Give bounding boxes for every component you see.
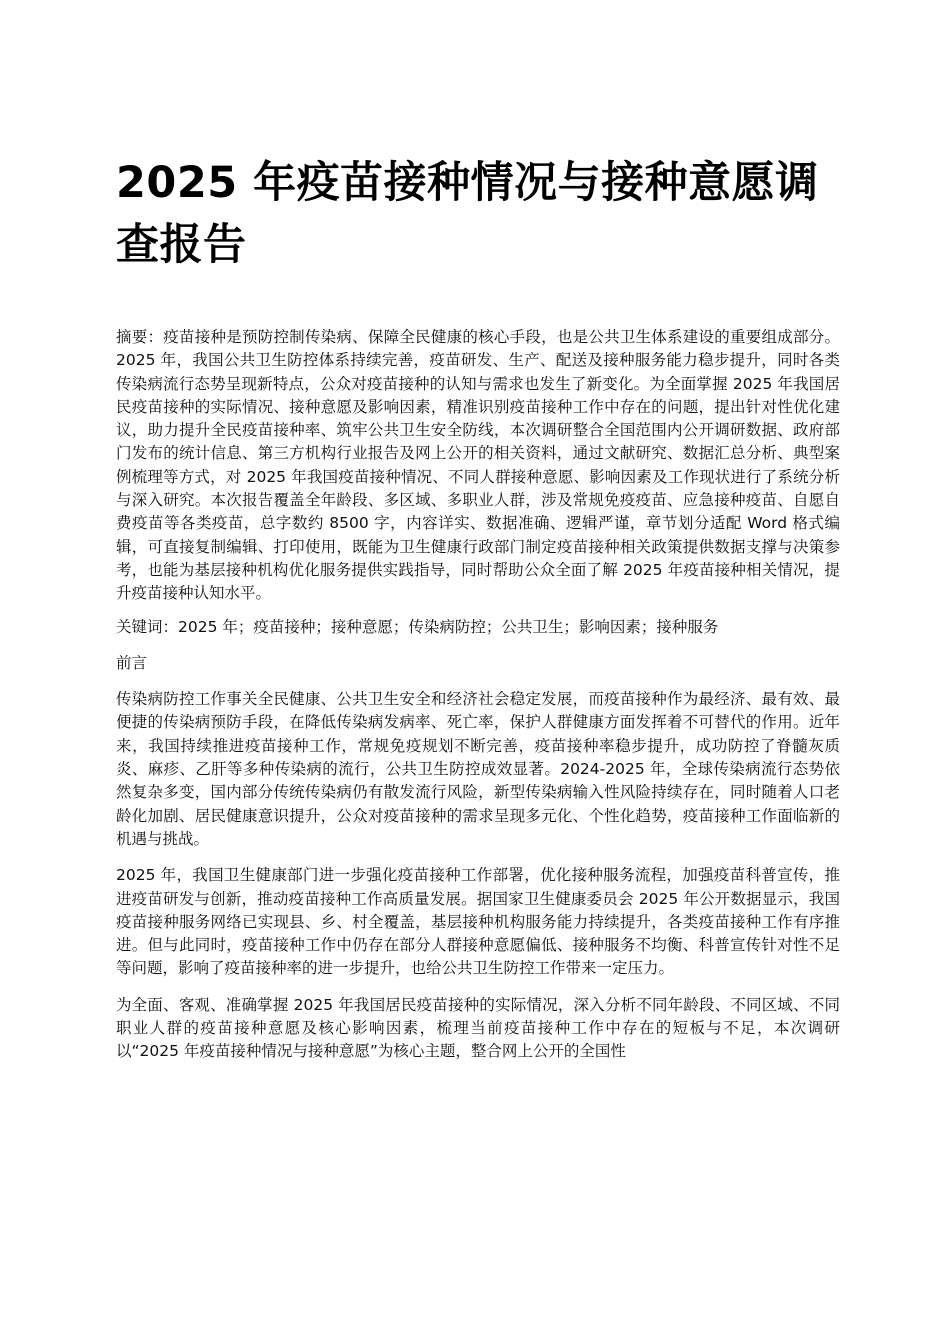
body-paragraph: 2025 年，我国卫生健康部门进一步强化疫苗接种工作部署，优化接种服务流程，加强疫苗科普宣传，推进疫苗研发与创新，推动疫苗接种工作高质量发展。据国家卫生健康委员会 2025 年公开数据显示，我国疫苗接种服务网络已实现县、乡、村全覆盖，基层接种机构服务能力持续提升，各类疫苗接种工作有序推进。但与此同时，疫苗接种工作中仍存在部分人群接种意愿偏低、接种服务不均衡、科普宣传针对性不足等问题，影响了疫苗接种率的进一步提升，也给公共卫生防控工作带来一定压力。	[116, 866, 840, 978]
keywords-line: 关键词：2025 年；疫苗接种；接种意愿；传染病防控；公共卫生；影响因素；接种服务	[116, 617, 719, 636]
document-page	[116, 152, 840, 1064]
preface-heading: 前言	[116, 653, 148, 672]
body-paragraph: 传染病防控工作事关全民健康、公共卫生安全和经济社会稳定发展，而疫苗接种作为最经济、最有效、最便捷的传染病预防手段，在降低传染病发病率、死亡率，保护人群健康方面发挥着不可替代的作用。近年来，我国持续推进疫苗接种工作，常规免疫规划不断完善，疫苗接种率稳步提升，成功防控了脊髓灰质炎、麻疹、乙肝等多种传染病的流行，公共卫生防控成效显著。2024-2025 年，全球传染病流行态势依然复杂多变，国内部分传统传染病仍有散发流行风险，新型传染病输入性风险持续存在，同时随着人口老龄化加剧、居民健康意识提升，公众对疫苗接种的需求呈现多元化、个性化趋势，疫苗接种工作面临新的机遇与挑战。	[116, 690, 840, 848]
document-title: 2025 年疫苗接种情况与接种意愿调查报告	[116, 158, 819, 270]
abstract-paragraph: 摘要：疫苗接种是预防控制传染病、保障全民健康的核心手段，也是公共卫生体系建设的重要组成部分。2025 年，我国公共卫生防控体系持续完善，疫苗研发、生产、配送及接种服务能力稳步提升，同时各类传染病流行态势呈现新特点，公众对疫苗接种的认知与需求也发生了新变化。为全面掌握 2025 年我国居民疫苗接种的实际情况、接种意愿及影响因素，精准识别疫苗接种工作中存在的问题，提出针对性优化建议，助力提升全民疫苗接种率、筑牢公共卫生安全防线，本次调研整合全国范围内公开调研数据、政府部门发布的统计信息、第三方机构行业报告及网上公开的相关资料，通过文献研究、数据汇总分析、典型案例梳理等方式，对 2025 年我国疫苗接种情况、不同人群接种意愿、影响因素及工作现状进行了系统分析与深入研究。本次报告覆盖全年龄段、多区域、多职业人群，涉及常规免疫疫苗、应急接种疫苗、自愿自费疫苗等各类疫苗，总字数约 8500 字，内容详实、数据准确、逻辑严谨，章节划分适配 Word 格式编辑，可直接复制编辑、打印使用，既能为卫生健康行政部门制定疫苗接种相关政策提供数据支撑与决策参考，也能为基层接种机构优化服务提供实践指导，同时帮助公众全面了解 2025 年疫苗接种相关情况，提升疫苗接种认知水平。	[116, 328, 840, 603]
body-paragraph: 为全面、客观、准确掌握 2025 年我国居民疫苗接种的实际情况，深入分析不同年龄段、不同区域、不同职业人群的疫苗接种意愿及核心影响因素，梳理当前疫苗接种工作中存在的短板与不足，本次调研以“2025 年疫苗接种情况与接种意愿”为核心主题，整合网上公开的全国性	[116, 995, 840, 1061]
